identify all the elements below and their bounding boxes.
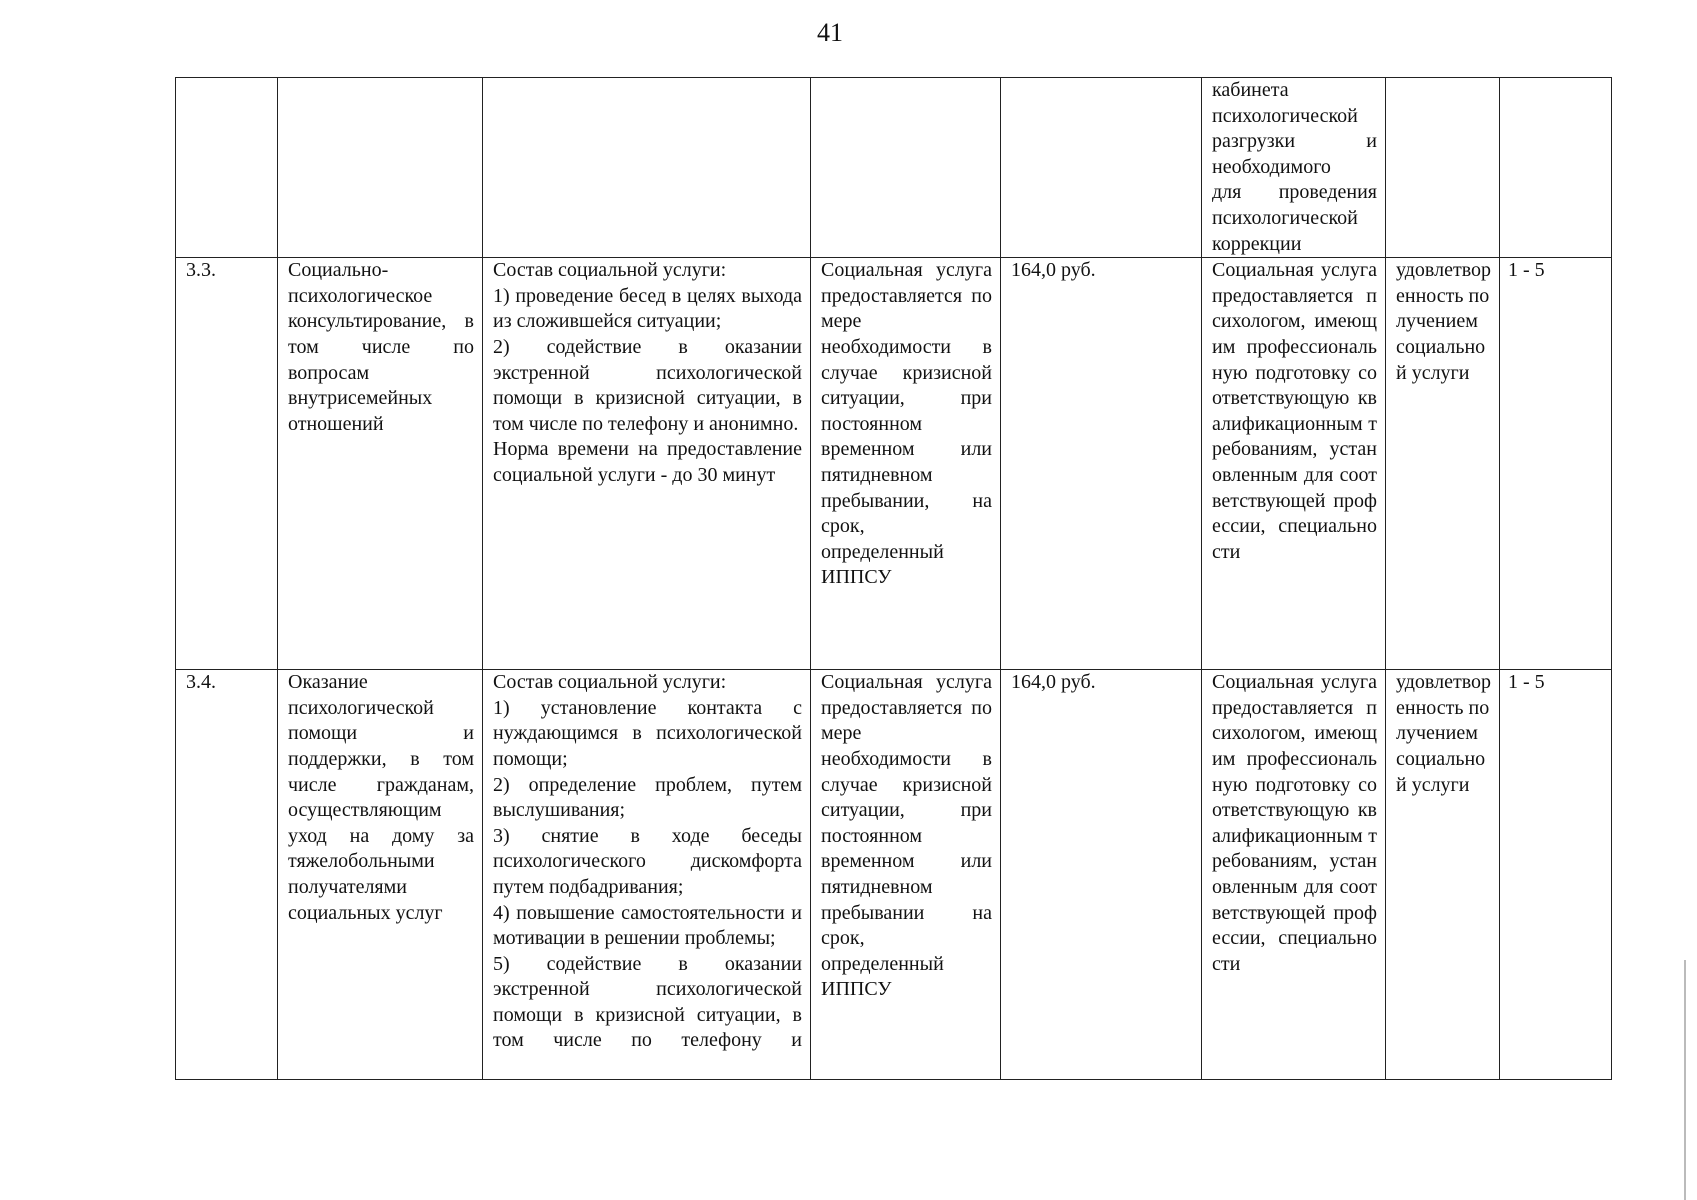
service-name: Оказание психологической помощи и поддержки, в том числе гражданам, осуществляющим уход на дому за тяжелобольными получателями социальных услуг [278,670,483,1080]
service-quality: Социальная услуга предоставляется психологом, имеющим профессиональную подготовку соответствующую квалификационным требованиям, установленным для соответствующей профессии, специальности [1202,258,1386,670]
content-line: 2) содействие в оказании экстренной психологической помощи в кризисной ситуации, в том числе по телефону и анонимно. [493,335,802,435]
service-conditions: Социальная услуга предоставляется по мере необходимости в случае кризисной ситуации, при постоянном временном или пятидневном пребывании, на срок, определенный ИППСУ [811,258,1001,670]
scan-edge-mark [1684,960,1686,1200]
cell-empty [1386,78,1500,258]
cell-empty [1001,78,1202,258]
services-table [175,77,1612,1080]
service-evaluation: удовлетворенность получением социальной услуги [1386,670,1500,1080]
service-content [483,670,811,1080]
cell-empty [1500,78,1612,258]
continuation-line: психологической [1212,206,1358,229]
content-line: Норма времени на предоставление социальной услуги - до 30 минут [493,438,802,486]
content-line: 3) снятие в ходе беседы психологического дискомфорта путем подбадривания; [493,824,802,898]
table-row [176,258,1612,670]
continuation-line: психологической [1212,104,1358,127]
table-row [176,670,1612,1080]
cell-empty [278,78,483,258]
service-rating: 1 - 5 [1500,670,1612,1080]
continuation-row [176,78,1612,258]
cell-empty [483,78,811,258]
continuation-line: кабинета [1212,79,1289,101]
continuation-line: коррекции [1212,232,1302,255]
content-line: 1) установление контакта с нуждающимся в психологической помощи; [493,696,802,770]
service-quality: Социальная услуга предоставляется психологом, имеющим профессиональную подготовку соответствующую квалификационным требованиям, установленным для соответствующей профессии, специальности [1202,670,1386,1080]
service-rating: 1 - 5 [1500,258,1612,670]
service-content [483,258,811,670]
page-number: 41 [817,18,843,47]
service-evaluation: удовлетворенность получением социальной услуги [1386,258,1500,670]
content-line: Состав социальной услуги: [493,671,727,694]
service-tariff: 164,0 руб. [1001,670,1202,1080]
continuation-line: необходимого [1212,155,1331,178]
content-line: 4) повышение самостоятельности и мотивации в решении проблемы; [493,901,802,950]
service-number: 3.3. [176,258,278,670]
continuation-line: разгрузки и [1212,130,1377,153]
continuation-quality-cell [1202,78,1386,258]
content-line: 5) содействие в оказании экстренной психологической помощи в кризисной ситуации, в том числе по телефону и [493,952,802,1052]
continuation-line: для проведения [1212,181,1377,204]
cell-empty [176,78,278,258]
service-tariff: 164,0 руб. [1001,258,1202,670]
service-number: 3.4. [176,670,278,1080]
service-name: Социально-психологическое консультирование, в том числе по вопросам внутрисемейных отношений [278,258,483,670]
content-line: 2) определение проблем, путем выслушивания; [493,773,802,822]
content-line: 1) проведение бесед в целях выхода из сложившейся ситуации; [493,284,802,333]
content-line: Состав социальной услуги: [493,259,727,282]
service-conditions: Социальная услуга предоставляется по мере необходимости в случае кризисной ситуации, при постоянном временном или пятидневном пребывании на срок, определенный ИППСУ [811,670,1001,1080]
cell-empty [811,78,1001,258]
